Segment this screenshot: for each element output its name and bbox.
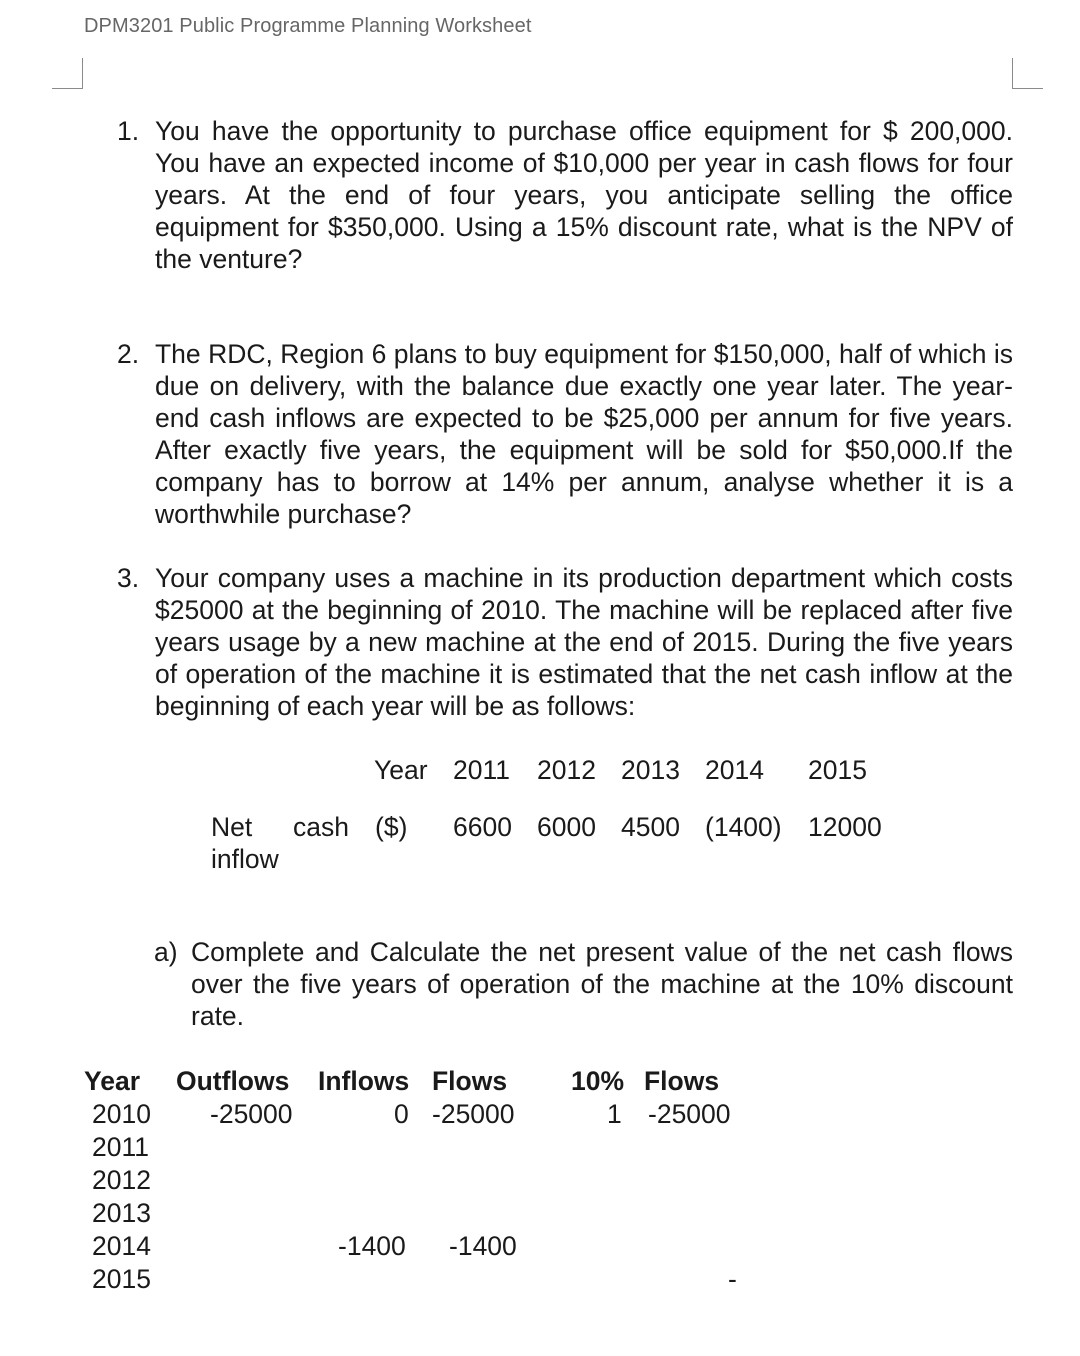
worksheet-inflow-2010: 0 [394, 1099, 409, 1129]
worksheet-outflow-2010: -25000 [210, 1099, 293, 1129]
cashflow-year: 2013 [621, 755, 680, 785]
worksheet-header-discount: 10% [571, 1066, 625, 1096]
cashflow-year: 2012 [537, 755, 596, 785]
worksheet-header-discounted-flows: Flows [644, 1066, 720, 1096]
cashflow-year: 2014 [705, 755, 764, 785]
worksheet-year: 2010 [92, 1099, 151, 1129]
worksheet-header-outflows: Outflows [176, 1066, 290, 1096]
cashflow-value: 4500 [621, 812, 680, 842]
worksheet-factor-2010: 1 [607, 1099, 622, 1129]
cashflow-row-label-cash: cash [293, 812, 349, 842]
question-number: 3. [117, 563, 140, 593]
sub-question-letter: a) [154, 937, 178, 967]
worksheet-discounted-2010: -25000 [648, 1099, 731, 1129]
worksheet-flow-2010: -25000 [432, 1099, 515, 1129]
worksheet-flow-2014: -1400 [449, 1231, 517, 1261]
cashflow-year: 2011 [453, 755, 510, 785]
worksheet-year: 2012 [92, 1165, 151, 1195]
cashflow-row-label-unit: ($) [375, 812, 408, 842]
worksheet-header-year: Year [84, 1066, 141, 1096]
question-text: The RDC, Region 6 plans to buy equipment for $150,000, half of which is due on delivery, with the balance due exactly one year later. The year-end cash inflows are expected to be $25,000 per annum for five years. After exactly five years, the equipment will be sold for $50,000.If the company has to borrow at 14% per annum, analyse whether it is a worthwhile purchase? [155, 339, 1013, 529]
cashflow-year-label: Year [374, 755, 428, 785]
cashflow-year: 2015 [808, 755, 867, 785]
cashflow-value: 6000 [537, 812, 596, 842]
worksheet-inflow-2014: -1400 [338, 1231, 406, 1261]
sub-question-text: Complete and Calculate the net present value of the net cash flows over the five years of operation of the machine at the 10% discount rate. [191, 937, 1013, 1031]
cashflow-value: 12000 [808, 812, 882, 842]
cashflow-value: (1400) [705, 812, 782, 842]
worksheet-header-flows: Flows [432, 1066, 508, 1096]
question-number: 2. [117, 339, 140, 369]
worksheet-year: 2015 [92, 1264, 151, 1294]
cashflow-row-label-net: Net [211, 812, 253, 842]
cashflow-value: 6600 [453, 812, 512, 842]
question-text: You have the opportunity to purchase office equipment for $ 200,000. You have an expected income of $10,000 per year in cash flows for four years. At the end of four years, you anticipate selling the office equipment for $350,000. Using a 15% discount rate, what is the NPV of the venture? [155, 116, 1013, 274]
question-text: Your company uses a machine in its production department which costs $25000 at the beginning of 2010. The machine will be replaced after five years usage by a new machine at the end of 2015. During the five years of operation of the machine it is estimated that the net cash inflow at the beginning of each year will be as follows: [155, 563, 1013, 721]
worksheet-header-inflows: Inflows [318, 1066, 410, 1096]
worksheet-year: 2014 [92, 1231, 151, 1261]
document-header: DPM3201 Public Programme Planning Worksheet [84, 15, 532, 37]
worksheet-year: 2011 [92, 1132, 149, 1162]
worksheet-mark-2015: - [728, 1264, 737, 1294]
question-number: 1. [117, 116, 140, 146]
cashflow-row-label-inflow: inflow [211, 844, 279, 874]
worksheet-year: 2013 [92, 1198, 151, 1228]
